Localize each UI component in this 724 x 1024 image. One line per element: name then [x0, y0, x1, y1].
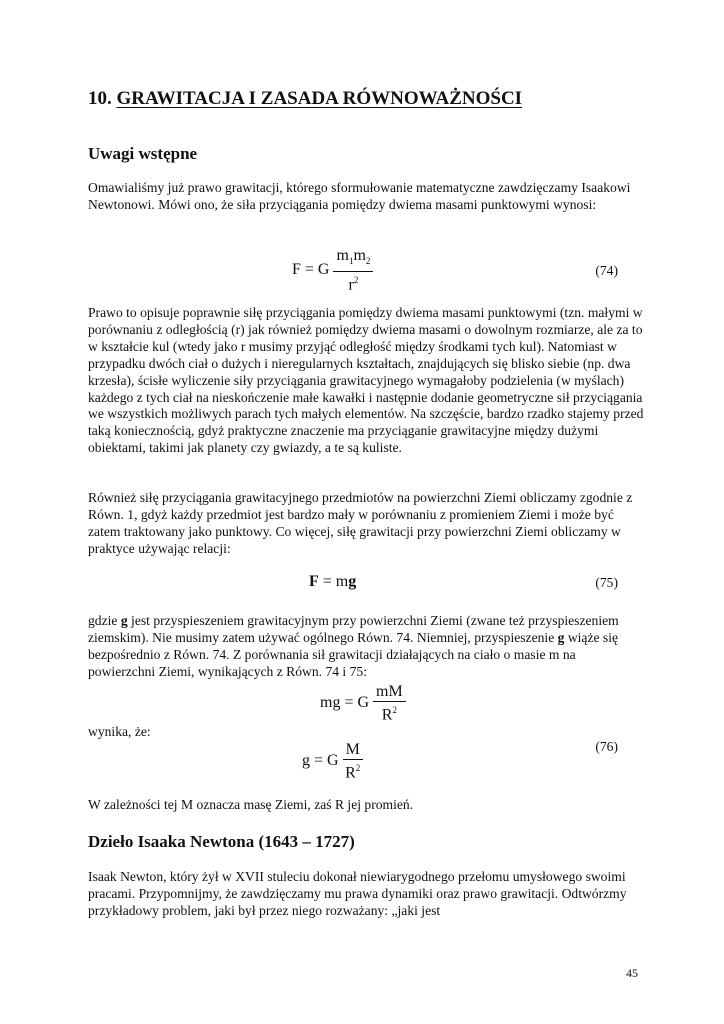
eq76-numerator: M: [343, 741, 363, 760]
equation-76-label: (76): [595, 739, 618, 754]
section-title-newton: Dzieło Isaaka Newtona (1643 – 1727): [88, 832, 355, 851]
eq76-fraction: [343, 741, 363, 781]
equation-74-label: (74): [595, 263, 618, 278]
eq75-g: g: [348, 573, 357, 590]
paragraph-newton: Isaak Newton, który żył w XVII stuleciu dokonał niewiarygodnego przełomu umysłowego swoimi pracami. Przypomnijmy, że zawdzięczamy mu prawa dynamiki oraz prawo grawitacji. Odtwórzmy przykładowy problem, jaki był przez niego rozważany: „jaki jest: [88, 869, 627, 918]
eqmg-lhs: mg = G: [320, 693, 370, 711]
section-title-remarks: Uwagi wstępne: [88, 144, 198, 163]
eqmg-fraction: [373, 683, 406, 723]
eqmg-numerator: mM: [373, 683, 406, 702]
equation-76: [302, 741, 363, 781]
page-number: 45: [626, 966, 638, 980]
equation-74: [292, 247, 373, 294]
paragraph-earth-surface: Również siłę przyciągania grawitacyjnego przedmiotów na powierzchni Ziemi obliczamy zgodnie z Równ. 1, gdyż każdy przedmiot jest bardzo mały w porównaniu z promieniem Ziemi i może być zatem traktowany jako punktowy. Co więcej, siłę grawitacji przy powierzchni Ziemi obliczamy w praktyce używając relacji:: [88, 490, 633, 556]
chapter-title: GRAWITACJA I ZASADA RÓWNOWAŻNOŚCI: [116, 88, 523, 109]
eq75-equals-m: = m: [318, 573, 349, 590]
text-wynika: wynika, że:: [88, 724, 151, 739]
eqmg-denominator: $R^2$: [381, 705, 397, 724]
eq74-numerator: $m_1m_2$: [333, 247, 373, 272]
eq76-lhs: g = G: [302, 751, 339, 769]
eq74-denominator: $r^2$: [348, 275, 359, 294]
paragraph-intro: Omawialiśmy już prawo grawitacji, którego sformułowanie matematyczne zawdzięczamy Isaakowi Newtonowi. Mówi ono, że siła przyciągania pomiędzy dwiema masami punktowymi wynosi:: [88, 180, 631, 212]
eq74-fraction: [333, 247, 373, 294]
chapter-number: 10.: [88, 88, 112, 109]
equation-75-label: (75): [595, 575, 618, 590]
paragraph-point-masses: Prawo to opisuje poprawnie siłę przyciągania pomiędzy dwiema masami punktowymi (tzn. małymi w porównaniu z odległością (r) jak również pomiędzy dwiema masami o dowolnym rozmiarze, ale za to w kształcie kul (wtedy jako r musimy przyjąć odległość między środkami tych kul). Natomiast w przypadku dwóch ciał o dużych i nieregularnych kształtach, znajdujących się blisko siebie (np. dwa krzesła), ścisłe wyliczenie siły przyciągania grawitacyjnego wymagałoby podzielenia (w myślach) każdego z tych ciał na nieskończenie małe kawałki i następnie dodanie geometryczne sił przyciągania we wszystkich możliwych parach tych małych elementów. Na szczęście, bardzo rzadko stajemy przed taką koniecznością, gdyż praktyczne znaczenie ma przyciąganie grawitacyjne między dużymi obiektami, takimi jak planety czy gwiazdy, a te są kuliste.: [88, 305, 644, 456]
eq75-force: F: [309, 573, 319, 590]
equation-75: [309, 573, 356, 591]
chapter-heading: [88, 88, 522, 110]
paragraph-earth-mass: W zależności tej M oznacza masę Ziemi, zaś R jej promień.: [88, 797, 414, 812]
eq76-denominator: $R^2$: [345, 763, 361, 782]
paragraph-gravity-acceleration: gdzie g jest przyspieszeniem grawitacyjnym przy powierzchni Ziemi (zwane też przyspieszeniem ziemskim). Nie musimy zatem używać ogólnego Równ. 74. Niemniej, przyspieszenie g wiąże się bezpośrednio z Równ. 74. Z porównania sił grawitacji działających na ciało o masie m na powierzchni Ziemi, wynikających z Równ. 74 i 75:: [88, 613, 619, 679]
equation-mg: [320, 683, 406, 723]
eq74-lhs: F = G: [292, 260, 330, 278]
